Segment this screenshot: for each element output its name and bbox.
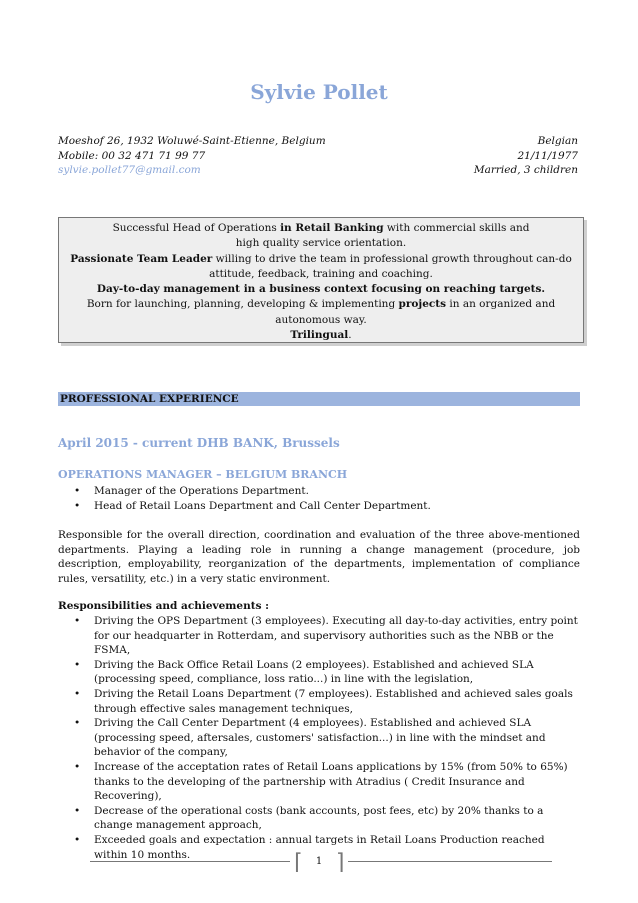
list-item-text: Driving the Back Office Retail Loans (2 employees). Established and achieved SLA (processing speed, compliance, loss ratio...) in line with the legislation, [94,658,534,686]
list-item-text: Driving the Call Center Department (4 employees). Established and achieved SLA (processing speed, aftersales, customers' satisfaction...) in line with the mindset and behavior of the company, [94,717,546,759]
summary-text: with commercial skills and [383,222,530,234]
summary-emphasis: in Retail Banking [280,222,384,234]
responsibilities-heading: Responsibilities and achievements : [58,600,270,612]
list-item [58,760,580,804]
summary-emphasis: Passionate Team Leader [70,252,213,265]
summary-text: attitude, feedback, training and coaching. [209,267,433,280]
marital-status: Married, 3 children [473,164,578,176]
bullet-icon: • [74,485,81,497]
list-item-text: Driving the Retail Loans Department (7 employees). Established and achieved sales goals through effective sales management techniques, [94,687,573,715]
list-item [58,658,580,687]
job-description: Responsible for the overall direction, coordination and evaluation of the three above-mentioned departments. Playing a leading role in running a change management (procedure, job description, employability, reorganization of the departments, implementation of compliance rules, versatility, etc.) in a very static environment. [58,529,580,585]
list-item [58,499,580,514]
address: Moeshof 26, 1932 Woluwé-Saint-Etienne, Belgium [58,135,326,147]
birthdate: 21/11/1977 [517,149,578,162]
list-item-text: Manager of the Operations Department. [94,485,309,497]
summary-text: Born for launching, planning, developing & implementing [86,298,399,311]
summary-emphasis: Trilingual [290,329,349,342]
summary-text: Successful Head of Operations [112,222,281,234]
role-list [58,484,580,513]
summary-emphasis: Day-to-day management in a business context focusing on reaching targets. [96,283,546,296]
list-item-text: Exceeded goals and expectation : annual targets in Retail Loans Production reached within 10 months. [94,833,545,861]
bullet-icon: • [74,760,81,773]
list-item [58,687,580,716]
list-item [58,484,580,499]
profile-summary-box [58,217,584,343]
bullet-icon: • [74,658,81,671]
list-item-text: Decrease of the operational costs (bank accounts, post fees, etc) by 20% thanks to a change management approach, [94,804,544,832]
contact-block [58,134,578,178]
bullet-icon: • [74,499,81,512]
footer-bracket-right-icon: ⌉ [336,850,345,875]
bullet-icon: • [74,687,81,700]
bullet-icon: • [74,615,81,627]
page-number: 1 [315,856,323,867]
candidate-name: Sylvie Pollet [250,80,388,104]
list-item [58,716,580,760]
achievements-list [58,614,580,862]
bullet-icon: • [74,833,81,846]
footer-divider-right [348,861,552,862]
list-item-text: Driving the OPS Department (3 employees). Executing all day-to-day activities, entry point for our headquarter in Rotterdam, and supervisory authorities such as the NBB or the FSMA, [94,615,578,657]
mobile: Mobile: 00 32 471 71 99 77 [58,149,206,162]
list-item-text: Increase of the acceptation rates of Retail Loans applications by 15% (from 50% to 65%) thanks to the developing of the partnership with Atradius ( Credit Insurance and Recovering), [94,760,568,803]
summary-text: in an organized and [446,298,556,311]
job-period-company: April 2015 - current DHB BANK, Brussels [58,436,340,450]
footer-divider-left [90,861,290,862]
footer-bracket-left-icon: ⌈ [294,850,303,875]
summary-text: . [348,329,352,342]
section-heading-experience: PROFESSIONAL EXPERIENCE [58,392,580,406]
summary-text: autonomous way. [275,313,367,326]
email-link[interactable]: sylvie.pollet77@gmail.com [58,164,201,176]
summary-text: high quality service orientation. [235,237,407,250]
summary-text: willing to drive the team in professional growth throughout can-do [212,252,572,265]
bullet-icon: • [74,717,81,730]
job-title: OPERATIONS MANAGER – BELGIUM BRANCH [58,468,348,481]
nationality: Belgian [537,135,578,147]
bullet-icon: • [74,804,81,817]
summary-emphasis: projects [398,298,447,311]
list-item-text: Head of Retail Loans Department and Call Center Department. [94,499,431,512]
list-item [58,804,580,833]
list-item [58,614,580,658]
